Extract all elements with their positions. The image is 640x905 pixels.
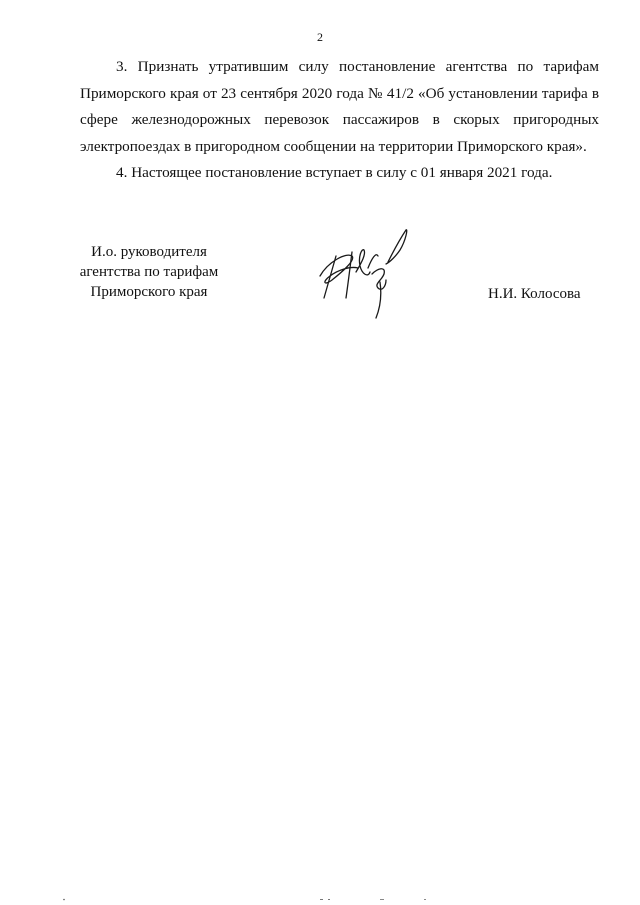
page-number: 2 xyxy=(317,30,323,44)
signatory-name: Н.И. Колосова xyxy=(488,286,581,302)
scan-edge-artifact xyxy=(62,898,532,901)
paragraph-4: 4. Настоящее постановление вступает в силу с 01 января 2021 года. xyxy=(116,164,553,181)
paragraph-3: 3. Признать утратившим силу постановление агентства по тарифам Приморского края от 23 сентября 2020 года № 41/2 «Об установлении тарифа в сфере железнодорожных перевозок пассажиров в скорых пригородных электропоездах в пригородном сообщении на территории Приморского края». xyxy=(80,58,599,155)
signatory-title-line: агентства по тарифам xyxy=(79,264,219,280)
signatory-title-line: Приморского края xyxy=(90,284,208,300)
document-body xyxy=(80,54,599,187)
signatory-title xyxy=(40,242,258,302)
handwritten-signature xyxy=(306,222,416,322)
signatory-title-line: И.о. руководителя xyxy=(91,244,207,260)
